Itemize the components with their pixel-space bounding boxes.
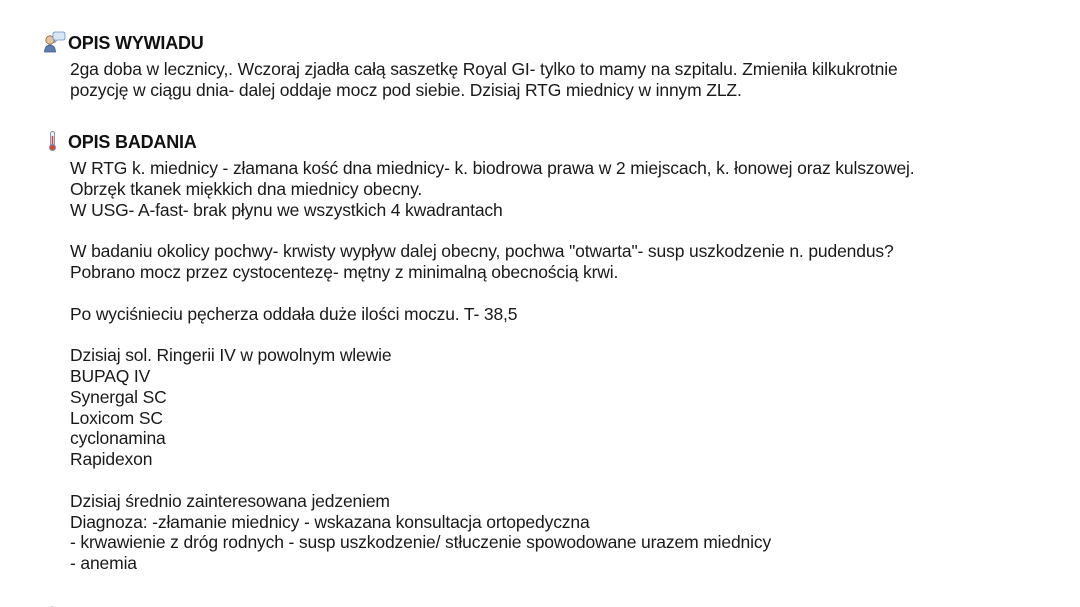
thermometer-icon (42, 130, 68, 154)
paragraph-gap (70, 283, 1052, 304)
text-line: Po wyciśnieciu pęcherza oddała duże ilości moczu. T- 38,5 (70, 303, 518, 324)
section-body (70, 158, 1052, 574)
text-line: Pobrano mocz przez cystocentezę- mętny z minimalną obecnością krwi. (70, 261, 619, 282)
text-line: Rapidexon (70, 449, 153, 470)
text-line: - krwawienie z dróg rodnych - susp uszkodzenie/ stłuczenie spowodowane urazem miednicy (70, 532, 772, 553)
text-line: cyclonamina (70, 428, 166, 449)
text-line: - anemia (70, 553, 137, 574)
text-line: Loxicom SC (70, 407, 163, 428)
text-line: Dzisiaj średnio zainteresowana jedzeniem (70, 490, 390, 511)
text-line: 2ga doba w lecznicy,. Wczoraj zjadła całą saszetkę Royal GI- tylko to mamy na szpitalu. Zmieniła kilkukrotnie (70, 59, 898, 79)
text-line: Diagnoza: -złamanie miednicy - wskazana konsultacja ortopedyczna (70, 511, 590, 532)
text-line: W badaniu okolicy pochwy- krwisty wypływ dalej obecny, pochwa "otwarta"- susp uszkodzenie n. pudendus? (70, 241, 894, 262)
text-line: pozycję w ciągu dnia- dalej oddaje mocz pod siebie. Dzisiaj RTG miednicy w innym ZLZ. (70, 79, 742, 100)
text-line: Obrzęk tkanek miękkich dna miednicy obecny. (70, 178, 423, 199)
section-title: OPIS BADANIA (68, 131, 197, 152)
text-line: W USG- A-fast- brak płynu we wszystkich 4 kwadrantach (70, 199, 503, 220)
paragraph-gap (70, 324, 1052, 345)
section-header (42, 31, 1052, 55)
text-line: Synergal SC (70, 386, 167, 407)
next-section-icon (44, 600, 60, 607)
section-body (70, 59, 1052, 101)
section-wywiad (42, 31, 1052, 101)
text-line: BUPAQ IV (70, 365, 151, 386)
paragraph-gap (70, 220, 1052, 241)
section-header (42, 130, 1052, 154)
section-title: OPIS WYWIADU (68, 32, 204, 53)
text-line: Dzisiaj sol. Ringerii IV w powolnym wlewie (70, 345, 392, 366)
section-badanie (42, 130, 1052, 574)
paragraph-gap (70, 470, 1052, 491)
person-speech-icon (42, 31, 68, 55)
text-line: W RTG k. miednicy - złamana kość dna miednicy- k. biodrowa prawa w 2 miejscach, k. łonowej oraz kulszowej. (70, 158, 915, 178)
